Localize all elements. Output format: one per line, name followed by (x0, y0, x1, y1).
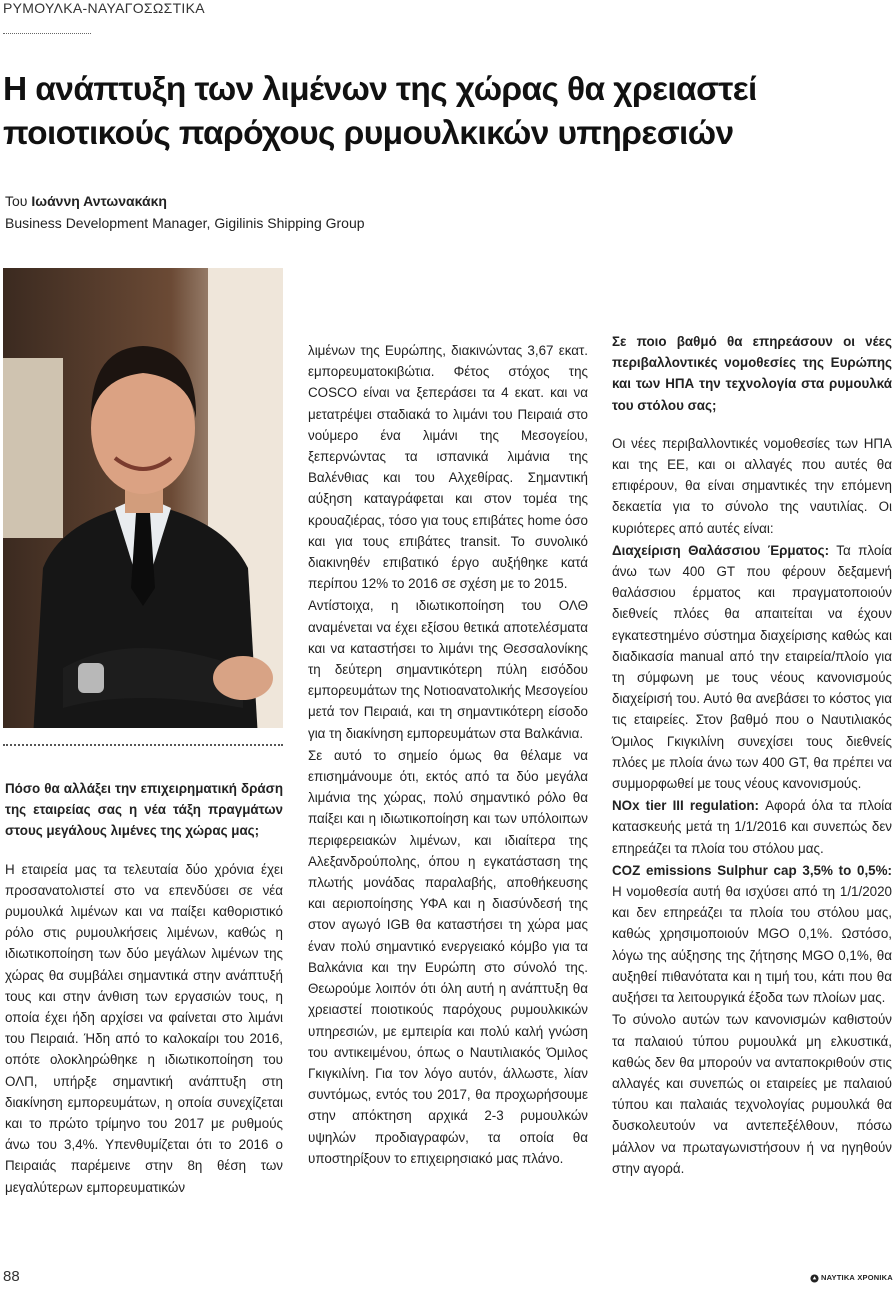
sulphur-label: COZ emissions Sulphur cap 3,5% to 0,5%: (612, 862, 892, 878)
byline (5, 190, 365, 234)
byline-prefix: Του (5, 193, 28, 209)
body-paragraph: Οι νέες περιβαλλοντικές νομοθεσίες των ΗΠΑ και της ΕΕ, και οι αλλαγές που αυτές θα επιφέρουν, θα είναι σημαντικές την επόμενη δεκαετία για το σύνολο της ναυτιλίας. Οι κυριότερες από αυτές είναι: (612, 435, 892, 536)
body-paragraph: Σε αυτό το σημείο όμως θα θέλαμε να επισημάνουμε ότι, εκτός από τα δύο μεγάλα λιμάνια της χώρας, πολύ σημαντικό ρόλο θα παίξει και η ιδιωτικοποίηση και των υπόλοιπων περιφερειακών λιμένων, και ιδιαίτερα της Αλεξανδρούπολης, όπου η εγκατάσταση της πλωτής μονάδας παραλαβής, αποθήκευσης και αεριοποίησης ΥΦΑ και η διασύνδεσή της στον αγωγό IGB θα καταστήσει τη χώρα μας έναν πολύ σημαντικό ενεργειακό κόμβο για τα Βαλκάνια και την Ευρώπη στο σύνολό της. Θεωρούμε λοιπόν ότι όλη αυτή η ανάπτυξη θα χρειαστεί ποιοτικούς παρόχους ρυμουλκικών υπηρεσιών, με εμπειρία και πολύ καλή γνώση του αντικειμένου, όπως ο Ναυτιλιακός Όμιλος Γκιγκιλίνη. Για τον λόγο αυτόν, άλλωστε, λίαν συντόμως, εντός του 2017, θα προχωρήσουμε στην απόκτηση αρχικά 2-3 ρυμουλκών υψηλών προδιαγραφών, τα οποία θα υποστηρίξουν το επιχειρησιακό μας πλάνο. (308, 747, 588, 1166)
nox-paragraph (612, 795, 892, 859)
answer-paragraph: Η εταιρεία μας τα τελευταία δύο χρόνια έχει προσανατολιστεί στο να επενδύσει σε νέα ρυμουλκά λιμένων και να παίξει καθοριστικό ρόλο στις ρυμουλκήσεις λιμένων, καθώς η ιδιωτικοποίηση των δύο μεγάλων λιμένων της χώρας θα συμβάλει σημαντικά στην ανάπτυξή τους και στην άνθιση των εργασιών τους, η οποία έχει ήδη αρχίσει να φαίνεται στο λιμάνι του Πειραιά. Ήδη από το καλοκαίρι του 2016, οπότε ολοκληρώθηκε η ιδιωτικοποίηση του ΟΛΠ, υπήρξε σημαντική ανάπτυξη στη διακίνηση εμπορευμάτων, η οποία συνεχίζεται και το πρώτο τρίμηνο του 2017 με ρυθμούς άνω του 3,4%. Υπενθυμίζεται ότι το 2016 ο Πειραιάς παρέμεινε στην 8η θέση των μεγαλύτερων εμπορευματικών (5, 861, 283, 1195)
column-1 (5, 778, 283, 1199)
closing-paragraph: Το σύνολο αυτών των κανονισμών καθιστούν τα παλαιού τύπου ρυμουλκά μη ελκυστικά, καθώς δεν θα μπορούν να ανταποκριθούν στις αλλαγές και συνεπώς οι εταιρείες με παλαιού τύπου και παλαιάς τεχνολογίας ρυμουλκά θα δυσκολευτούν να αντεπεξέλθουν, πόσω μάλλον να πρωταγωνιστήσουν ή να ηγηθούν στην αγορά. (612, 1012, 892, 1176)
sulphur-paragraph (612, 860, 892, 1008)
section-divider (3, 33, 91, 34)
ballast-label: Διαχείριση Θαλάσσιου Έρματος: (612, 542, 830, 558)
title-line-1: Η ανάπτυξη των λιμένων της χώρας θα χρειαστεί (3, 71, 757, 108)
question-2: Σε ποιο βαθμό θα επηρεάσουν οι νέες περιβαλλοντικές νομοθεσίες της Ευρώπης και των ΗΠΑ την τεχνολογία στα ρυμουλκά του στόλου σας; (612, 334, 892, 413)
ballast-paragraph (612, 540, 892, 794)
brand-name: ΝΑΥΤΙΚΑ ΧΡΟΝΙΚΑ (821, 1273, 893, 1282)
title-line-2: ποιοτικούς παρόχους ρυμουλκικών υπηρεσιών (3, 115, 734, 152)
column-2 (308, 340, 588, 1170)
portrait-photo (3, 268, 283, 728)
body-paragraph: λιμένων της Ευρώπης, διακινώντας 3,67 εκατ. εμπορευματοκιβώτια. Φέτος στόχος της COSCO είναι να ξεπεράσει τα 4 εκατ. και να μετατρέψει σταδιακά το λιμάνι του Πειραιά στο νούμερο ένα λιμάνι της Μεσογείου, ξεπερνώντας τα ισπανικά λιμάνια της Βαλένθιας και του Αλχεθίρας. Σημαντική αύξηση καταγράφεται και στον τομέα της κρουαζιέρας, τόσο για τους επιβάτες home όσο και για τους επιβάτες transit. Το συνολικό διακινηθέν επιβατικό έργο αυξήθηκε κατά περίπου 12% το 2016 σε σχέση με το 2015. (308, 343, 588, 592)
ballast-text: Τα πλοία άνω των 400 GT που φέρουν δεξαμενή θαλάσσιου έρματος και πραγματοποιούν διεθνείς πλόες θα απαιτείται να έχουν εγκατεστημένο σύστημα διαχείρισης καθώς και διαδικασία manual από την εταιρεία/πλοίο για τη σύμφωνη με τους νέους κανονισμούς διαχείρισή του. Αυτό θα ανεβάσει το κόστος για τις εταιρείες. Στον βαθμό που ο Ναυτιλιακός Όμιλος Γκιγκιλίνη συνεχίσει τους διεθνείς πλόες με πλοία άνω των 400 GT, θα πρέπει να συμμορφωθεί με τους νέους κανονισμούς. (612, 542, 892, 792)
sulphur-text: Η νομοθεσία αυτή θα ισχύσει από τη 1/1/2020 και δεν επηρεάζει τα πλοία του στόλου μας, καθώς χρησιμοποιούν MGO 0,1%. Ωστόσο, λόγω της αύξησης της ζήτησης MGO 0,1%, θα αυξηθεί πιθανότατα και η τιμή του, κάτι που θα αυξήσει τα λειτουργικά έξοδα των πλοίων μας. (612, 884, 892, 1006)
page-number: 88 (3, 1268, 20, 1285)
author-role: Business Development Manager, Gigilinis Shipping Group (5, 215, 365, 231)
nox-label: NOx tier III regulation: (612, 798, 760, 814)
question-1: Πόσο θα αλλάξει την επιχειρηματική δράση της εταιρείας σας η νέα τάξη πραγμάτων στους μεγάλους λιμένες της χώρας μας; (5, 781, 283, 839)
brand-footer (810, 1273, 893, 1283)
author-name: Ιωάννη Αντωνακάκη (31, 193, 167, 209)
section-label: ΡΥΜΟΥΛΚΑ-ΝΑΥΑΓΟΣΩΣΤΙΚΑ (3, 0, 205, 16)
brand-logo-icon (810, 1274, 819, 1283)
photo-divider (3, 744, 283, 746)
body-paragraph: Αντίστοιχα, η ιδιωτικοποίηση του ΟΛΘ αναμένεται να έχει εξίσου θετικά αποτελέσματα και να καταστήσει το λιμάνι της Θεσσαλονίκης τη δεύτερη σημαντικότερη πύλη εισόδου εμπορευμάτων της Νοτιοανατολικής Μεσογείου μετά τον Πειραιά, και τη σημαντικότερη είσοδο για τη διακίνηση εμπορευμάτων στα Βαλκάνια. (308, 598, 588, 741)
page-title (3, 68, 883, 156)
column-3 (612, 331, 892, 1180)
nox-text: Αφορά όλα τα πλοία κατασκευής μετά τη 1/1/2016 και συνεπώς δεν επηρεάζει τα πλοία του στόλου μας. (612, 798, 892, 856)
